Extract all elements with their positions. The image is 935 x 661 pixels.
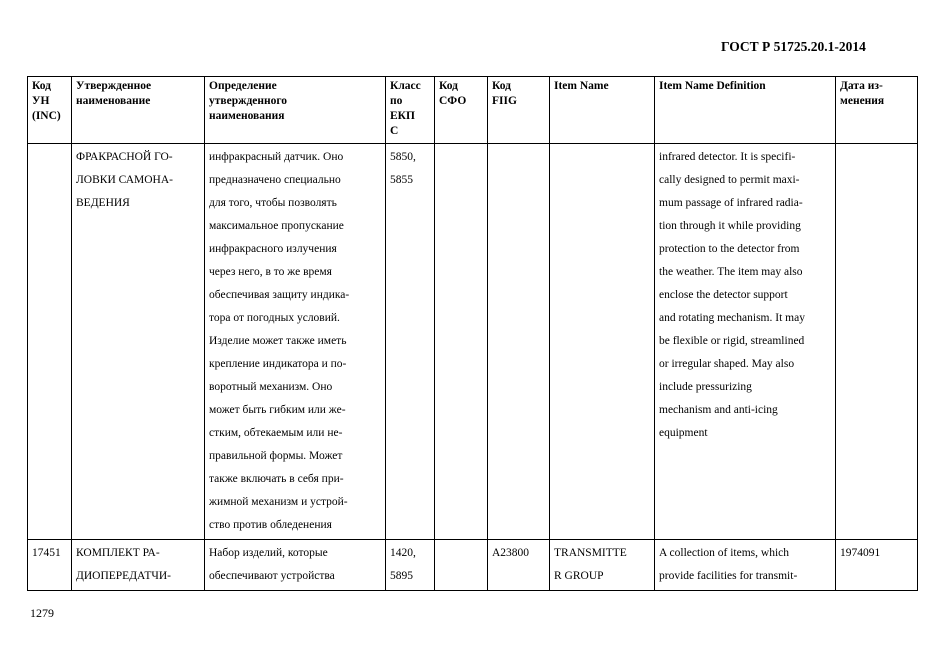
document-code: ГОСТ Р 51725.20.1-2014 bbox=[721, 39, 866, 54]
header-line: Дата из- bbox=[840, 80, 883, 92]
cell-line: максимальное пропускание bbox=[209, 220, 344, 232]
header-item-name bbox=[550, 77, 655, 144]
header-line: УН bbox=[32, 95, 50, 107]
sfo-cell bbox=[435, 540, 488, 591]
cell-line: or irregular shaped. May also bbox=[659, 358, 795, 370]
cell-line: ВЕДЕНИЯ bbox=[76, 197, 130, 209]
cell-line: КОМПЛЕКТ РА- bbox=[76, 547, 160, 559]
cell-line: инфракрасного излучения bbox=[209, 243, 337, 255]
inc-cell bbox=[28, 144, 72, 540]
cell-line: может быть гибким или же- bbox=[209, 404, 346, 416]
class-cell bbox=[386, 144, 435, 540]
cell-line: крепление индикатора и по- bbox=[209, 358, 347, 370]
header-line: по bbox=[390, 95, 403, 107]
header-line: менения bbox=[840, 95, 885, 107]
header-change-date bbox=[836, 77, 918, 144]
approved-name-cell bbox=[72, 144, 205, 540]
header-class bbox=[386, 77, 435, 144]
cell-line: and rotating mechanism. It may bbox=[659, 312, 805, 324]
header-line: Код bbox=[492, 80, 512, 92]
cell-line: ДИОПЕРЕДАТЧИ- bbox=[76, 570, 171, 582]
cell-line: 5855 bbox=[390, 174, 413, 186]
header-line: Код bbox=[439, 80, 459, 92]
cell-line: provide facilities for transmit- bbox=[659, 570, 798, 582]
cell-line: 5850, bbox=[390, 151, 416, 163]
item-table bbox=[27, 76, 918, 591]
cell-line: tion through it while providing bbox=[659, 220, 801, 232]
cell-line: mechanism and anti-icing bbox=[659, 404, 778, 416]
cell-line: be flexible or rigid, streamlined bbox=[659, 335, 805, 347]
item-name-definition-cell bbox=[655, 540, 836, 591]
header-line: наименования bbox=[209, 110, 285, 122]
cell-line: стким, обтекаемым или не- bbox=[209, 427, 343, 439]
class-cell bbox=[386, 540, 435, 591]
cell-line: TRANSMITTE bbox=[554, 547, 627, 559]
header-fiig bbox=[488, 77, 550, 144]
cell-line: Изделие может также иметь bbox=[209, 335, 347, 347]
inc-cell bbox=[28, 540, 72, 591]
header-line: наименование bbox=[76, 95, 151, 107]
cell-line: ство против обледенения bbox=[209, 519, 332, 531]
cell-line: mum passage of infrared radia- bbox=[659, 197, 803, 209]
cell-line: ФРАКРАСНОЙ ГО- bbox=[76, 151, 173, 163]
cell-line: инфракрасный датчик. Оно bbox=[209, 151, 344, 163]
cell-line: R GROUP bbox=[554, 570, 604, 582]
cell-line: для того, чтобы позволять bbox=[209, 197, 337, 209]
table-header-row bbox=[28, 77, 918, 144]
cell-line: обеспечивая защиту индика- bbox=[209, 289, 350, 301]
cell-line: protection to the detector from bbox=[659, 243, 800, 255]
header-line: ЕКП bbox=[390, 110, 415, 122]
header-line: СФО bbox=[439, 95, 467, 107]
header-line: Item Name bbox=[554, 80, 609, 92]
header-definition bbox=[205, 77, 386, 144]
header-inc bbox=[28, 77, 72, 144]
cell-line: the weather. The item may also bbox=[659, 266, 803, 278]
cell-line: 1420, bbox=[390, 547, 416, 559]
fiig-cell bbox=[488, 540, 550, 591]
header-line: С bbox=[390, 125, 399, 137]
cell-line: 5895 bbox=[390, 570, 413, 582]
cell-line: cally designed to permit maxi- bbox=[659, 174, 800, 186]
cell-line: 17451 bbox=[32, 547, 61, 559]
cell-line: Набор изделий, которые bbox=[209, 547, 328, 559]
cell-line: 1974091 bbox=[840, 547, 881, 559]
header-line: Класс bbox=[390, 80, 421, 92]
cell-line: жимной механизм и устрой- bbox=[209, 496, 348, 508]
item-name-cell bbox=[550, 540, 655, 591]
change-date-cell bbox=[836, 144, 918, 540]
cell-line: через него, в то же время bbox=[209, 266, 332, 278]
cell-line: A23800 bbox=[492, 547, 530, 559]
header-line: Код bbox=[32, 80, 52, 92]
header-line: FIIG bbox=[492, 95, 517, 107]
cell-line: equipment bbox=[659, 427, 708, 439]
fiig-cell bbox=[488, 144, 550, 540]
header-item-name-definition bbox=[655, 77, 836, 144]
cell-line: воротный механизм. Оно bbox=[209, 381, 333, 393]
cell-line: enclose the detector support bbox=[659, 289, 788, 301]
cell-line: A collection of items, which bbox=[659, 547, 789, 559]
cell-line: правильной формы. Может bbox=[209, 450, 343, 462]
cell-line: также включать в себя при- bbox=[209, 473, 344, 485]
cell-line: обеспечивают устройства bbox=[209, 570, 335, 582]
definition-cell bbox=[205, 144, 386, 540]
header-line: Item Name Definition bbox=[659, 80, 766, 92]
header-line: утвержденного bbox=[209, 95, 288, 107]
table-row bbox=[28, 540, 918, 591]
header-line: Утвержденное bbox=[76, 80, 152, 92]
table-row bbox=[28, 144, 918, 540]
cell-line: ЛОВКИ САМОНА- bbox=[76, 174, 173, 186]
header-sfo bbox=[435, 77, 488, 144]
item-name-definition-cell bbox=[655, 144, 836, 540]
header-line: (INC) bbox=[32, 110, 61, 122]
definition-cell bbox=[205, 540, 386, 591]
cell-line: тора от погодных условий. bbox=[209, 312, 340, 324]
header-approved-name bbox=[72, 77, 205, 144]
cell-line: infrared detector. It is specifi- bbox=[659, 151, 796, 163]
change-date-cell bbox=[836, 540, 918, 591]
sfo-cell bbox=[435, 144, 488, 540]
header-line: Определение bbox=[209, 80, 277, 92]
approved-name-cell bbox=[72, 540, 205, 591]
page-number: 1279 bbox=[30, 606, 54, 620]
cell-line: include pressurizing bbox=[659, 381, 752, 393]
cell-line: предназначено специально bbox=[209, 174, 341, 186]
item-name-cell bbox=[550, 144, 655, 540]
